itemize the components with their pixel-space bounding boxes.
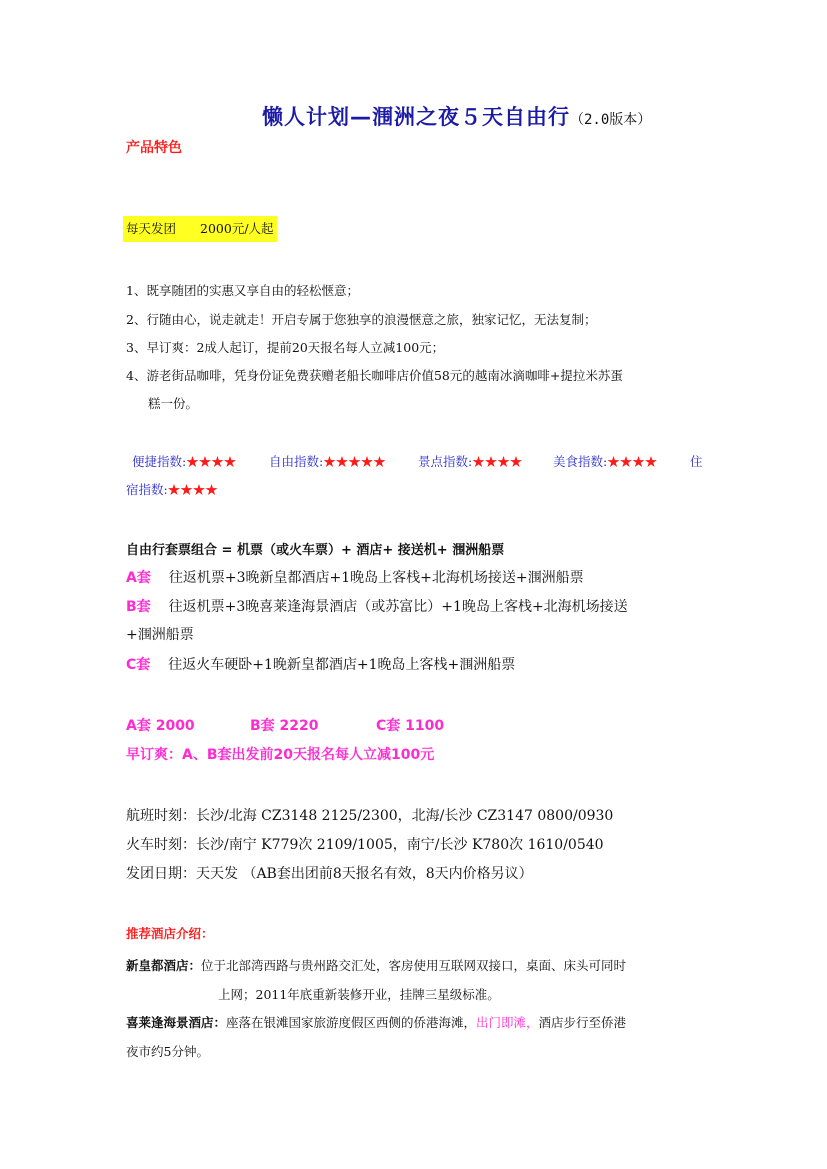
hotel-xinhuangdu [126,956,626,974]
package-tag: B套 [126,599,151,615]
daily-price: 2000元/人起 [200,221,274,236]
feature-item: 1、既享随团的实惠又享自由的轻松惬意； [126,283,359,298]
hotel-xilaifeng [126,1013,626,1031]
package-tag: A套 [126,570,151,586]
index-sights [418,452,522,470]
package-c [126,654,515,674]
package-b-continued: +涠洲船票 [126,627,194,643]
early-bird-offer: 早订爽：A、B套出发前20天报名每人立减100元 [126,747,435,763]
hotel-xilaifeng-continued: 夜市约5分钟。 [126,1044,209,1059]
index-label: 宿指数: [126,482,168,497]
package-b [126,596,628,616]
index-label: 自由指数: [269,454,324,469]
package-tag: C套 [126,657,151,673]
hotel-highlight: 出门即滩， [476,1015,539,1030]
hotel-name: 喜莱逢海景酒店： [126,1015,227,1030]
index-lodging [126,480,218,498]
flight-schedule: 航班时刻：长沙/北海 CZ3148 2125/2300，北海/长沙 CZ3147 0800/0930 [126,808,614,824]
package-desc: 往返机票+3晚新皇都酒店+1晚岛上客栈+北海机场接送+涠洲船票 [168,570,584,586]
hotel-desc-rest: 酒店步行至侨港 [538,1015,627,1030]
package-a [126,567,584,587]
features-label: 产品特色 [126,140,182,156]
title-version: （2.0版本） [570,112,652,128]
package-desc: 往返火车硬卧+1晚新皇都酒店+1晚岛上客栈+涠洲船票 [168,657,516,673]
feature-item-continued: 糕一份。 [148,396,199,411]
price-b: B套 2220 [250,718,319,734]
feature-item: 2、行随由心，说走就走！开启专属于您独享的浪漫惬意之旅，独家记忆，无法复制； [126,312,597,327]
index-label: 美食指数: [553,454,608,469]
index-lodging-start: 住 [690,454,703,469]
price-c: C套 1100 [376,718,445,734]
feature-item: 3、早订爽：2成人起订，提前20天报名每人立减100元； [126,340,445,355]
departure-dates: 发团日期：天天发 （AB套出团前8天报名有效，8天内价格另议） [126,866,533,882]
hotel-desc: 座落在银滩国家旅游度假区西侧的侨港海滩， [226,1015,477,1030]
star-rating: ★★★★★ [323,454,386,469]
price-list [126,715,444,735]
hotel-name: 新皇都酒店： [126,958,202,973]
feature-item: 4、游老街品咖啡，凭身份证免费获赠老船长咖啡店价值58元的越南冰滴咖啡+提拉米苏蛋 [126,368,623,383]
index-label: 便捷指数: [132,454,187,469]
daily-text: 每天发团 [126,221,177,236]
price-a: A套 2000 [126,718,195,734]
star-rating: ★★★★ [167,482,218,497]
star-rating: ★★★★ [186,454,237,469]
star-rating: ★★★★ [472,454,523,469]
hotel-section-label: 推荐酒店介绍： [126,926,214,941]
train-schedule: 火车时刻：长沙/南宁 K779次 2109/1005，南宁/长沙 K780次 1610/0540 [126,837,604,853]
star-rating: ★★★★ [607,454,658,469]
title-main: 懒人计划—涠洲之夜５天自由行 [262,105,570,129]
hotel-desc: 位于北部湾西路与贵州路交汇处，客房使用互联网双接口，桌面、床头可同时 [201,958,627,973]
page-title [262,101,651,131]
index-label: 景点指数: [418,454,473,469]
daily-departure-banner [123,216,277,242]
hotel-xinhuangdu-continued: 上网；2011年底重新装修开业，挂牌三星级标准。 [218,987,500,1002]
index-convenience [132,452,236,470]
combo-title: 自由行套票组合 = 机票（或火车票）+ 酒店+ 接送机+ 涠洲船票 [126,543,505,558]
index-freedom [269,452,386,470]
index-food [553,452,657,470]
package-desc: 往返机票+3晚喜莱逢海景酒店（或苏富比）+1晚岛上客栈+北海机场接送 [168,599,628,615]
